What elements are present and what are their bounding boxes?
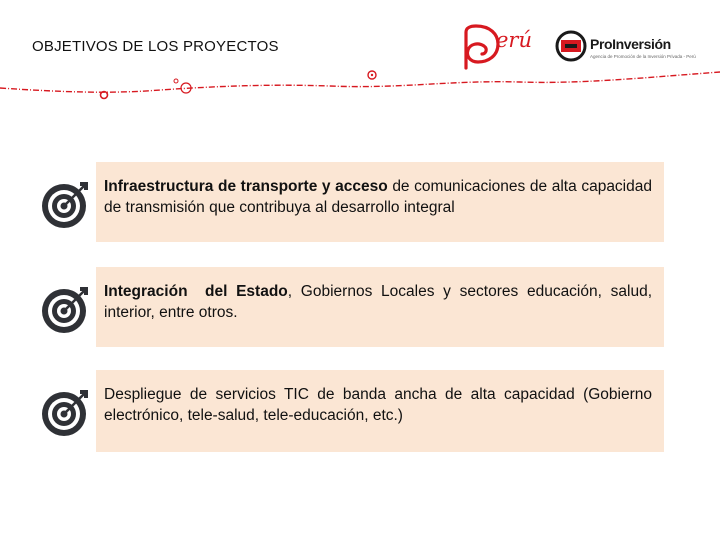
objective-text-box bbox=[96, 162, 664, 242]
target-icon bbox=[40, 386, 92, 438]
objective-item bbox=[0, 265, 720, 349]
header-swoosh-line bbox=[0, 62, 720, 122]
proinversion-logo-icon bbox=[555, 30, 587, 62]
objective-item bbox=[0, 370, 720, 454]
objective-item bbox=[0, 160, 720, 244]
target-icon bbox=[40, 283, 92, 335]
target-icon bbox=[40, 178, 92, 230]
objective-bold-text: Integración del Estado bbox=[104, 283, 288, 300]
objective-text: de comunicaciones de alta capacidad de transmisión que contribuya al desarrollo integral bbox=[104, 178, 652, 216]
page-title: OBJETIVOS DE LOS PROYECTOS bbox=[32, 38, 279, 55]
proinversion-tagline: Agencia de Promoción de la Inversión Privada - Perú bbox=[590, 54, 696, 59]
objective-text-box bbox=[96, 370, 664, 452]
objective-text: Despliegue de servicios TIC de banda ancha de alta capacidad (Gobierno electrónico, tele-salud, tele-educación, etc.) bbox=[104, 386, 652, 424]
peru-logo-text: erú bbox=[496, 28, 532, 52]
peru-logo-icon bbox=[458, 24, 500, 70]
objective-text: , Gobiernos Locales y sectores educación, salud, interior, entre otros. bbox=[104, 283, 653, 321]
objective-text-box bbox=[96, 267, 664, 347]
objective-bold-text: Infraestructura de transporte y acceso bbox=[104, 178, 388, 195]
proinversion-logo-text: ProInversión bbox=[590, 36, 671, 52]
